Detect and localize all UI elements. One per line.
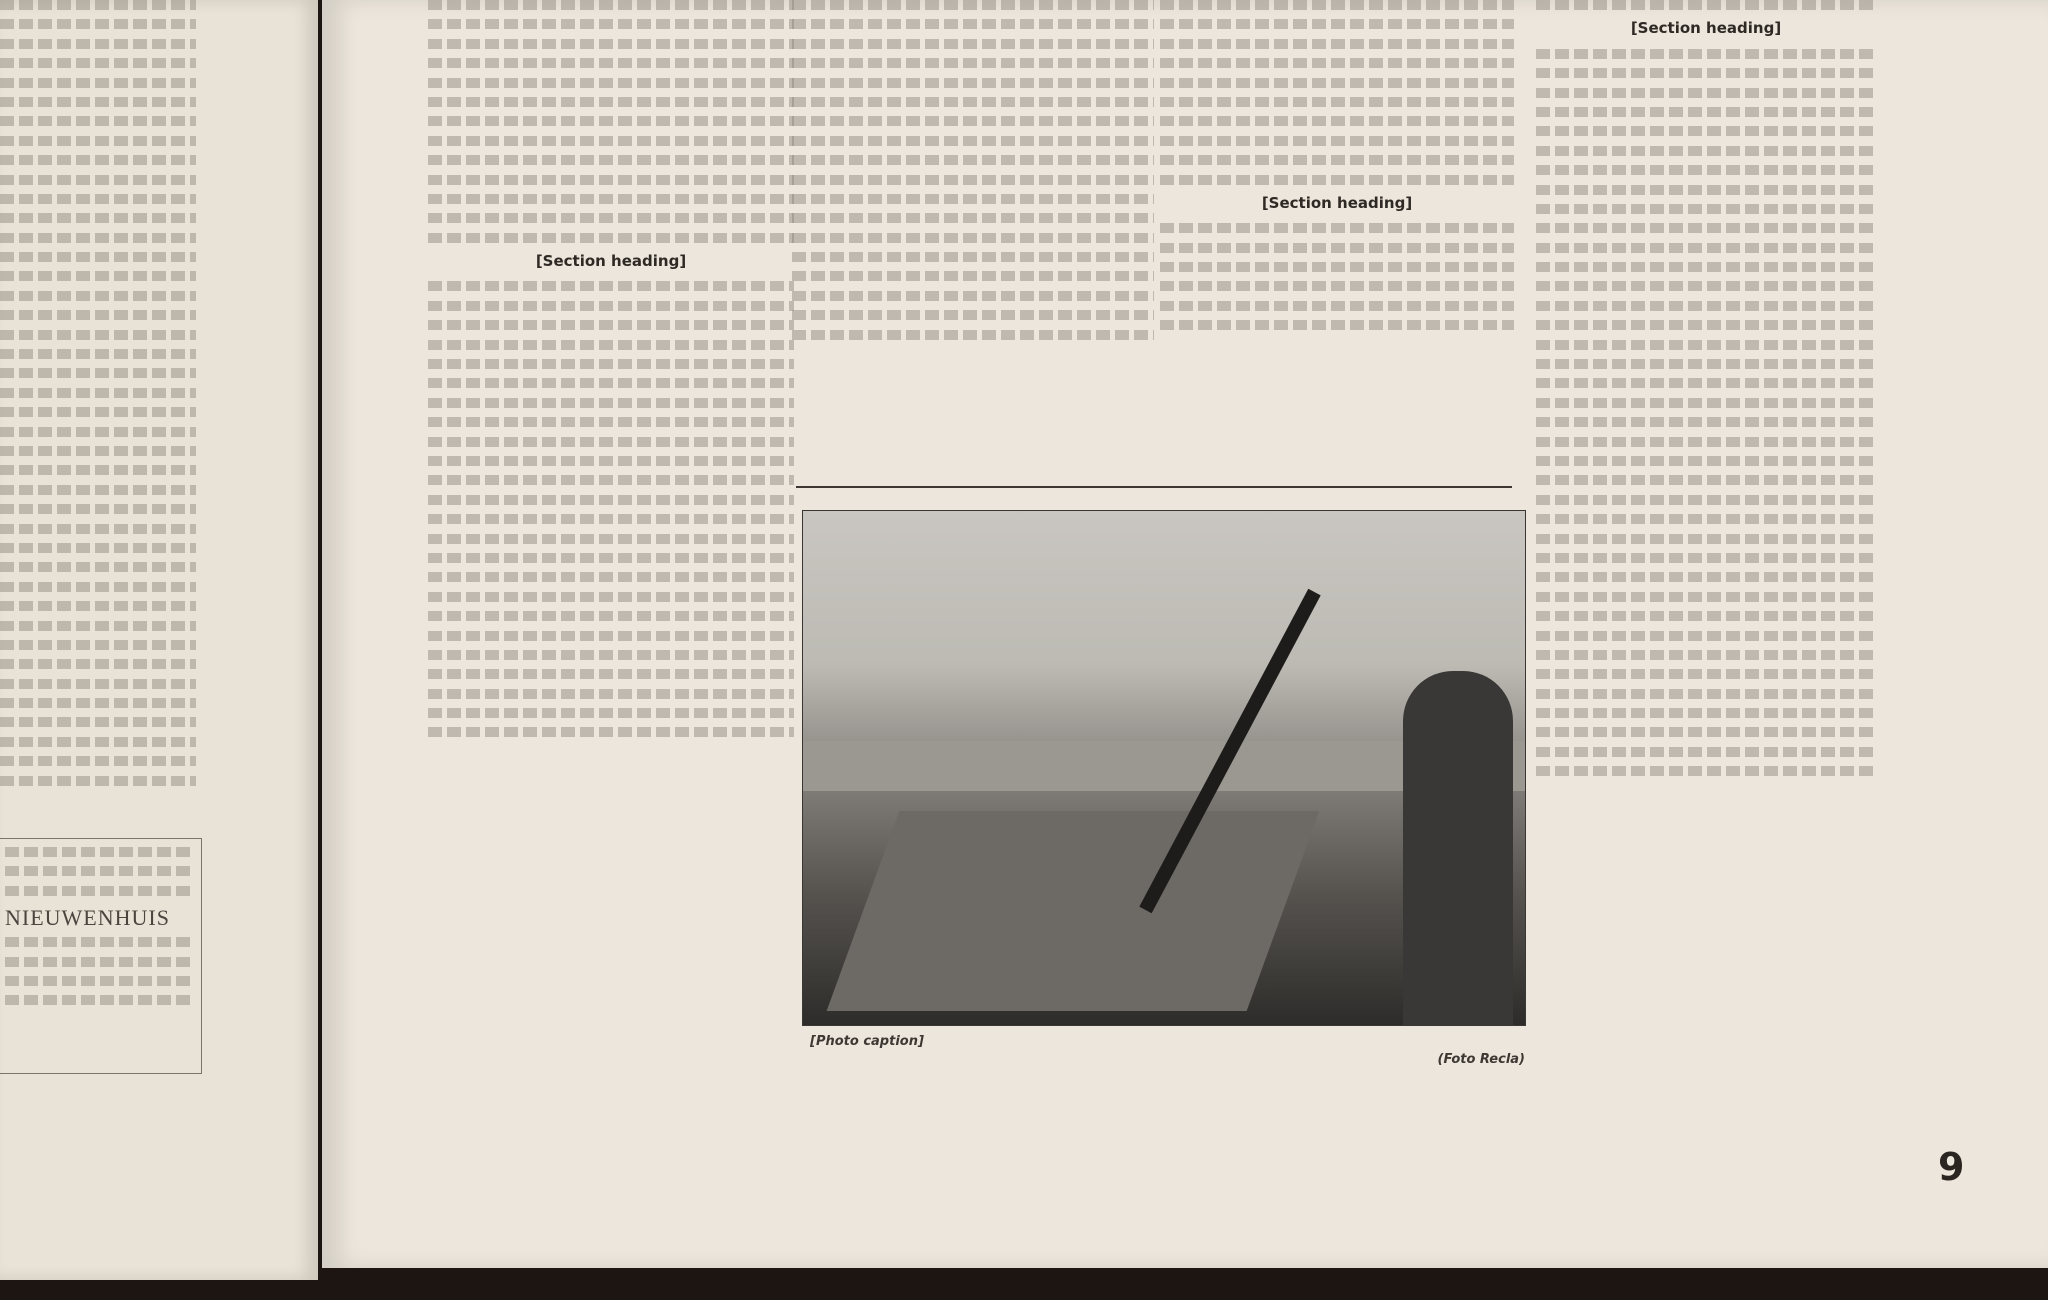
left-text-column: [0, 0, 196, 795]
right-page: [322, 0, 2048, 1268]
bridge-photo: [802, 510, 1526, 1026]
text-column-1: [428, 0, 794, 747]
memorial-notice-box: [0, 838, 202, 1074]
page-number: 9: [1938, 1145, 1965, 1189]
left-page: [0, 0, 318, 1280]
photo-credit: (Foto Recla): [1437, 1052, 1525, 1067]
section-heading-3: [Section heading]: [1630, 19, 1782, 38]
photo-caption: [810, 1034, 1525, 1067]
text-column-3: [1160, 0, 1514, 340]
notice-name: NIEUWENHUIS: [5, 905, 170, 931]
section-heading-1: [Section heading]: [535, 252, 687, 271]
section-heading-2: [Section heading]: [1261, 193, 1413, 212]
text-column-2: [792, 0, 1154, 349]
horizontal-rule: [796, 486, 1512, 488]
photo-caption-text: [Photo caption]: [810, 1034, 924, 1049]
text-column-4: [1536, 0, 1876, 786]
